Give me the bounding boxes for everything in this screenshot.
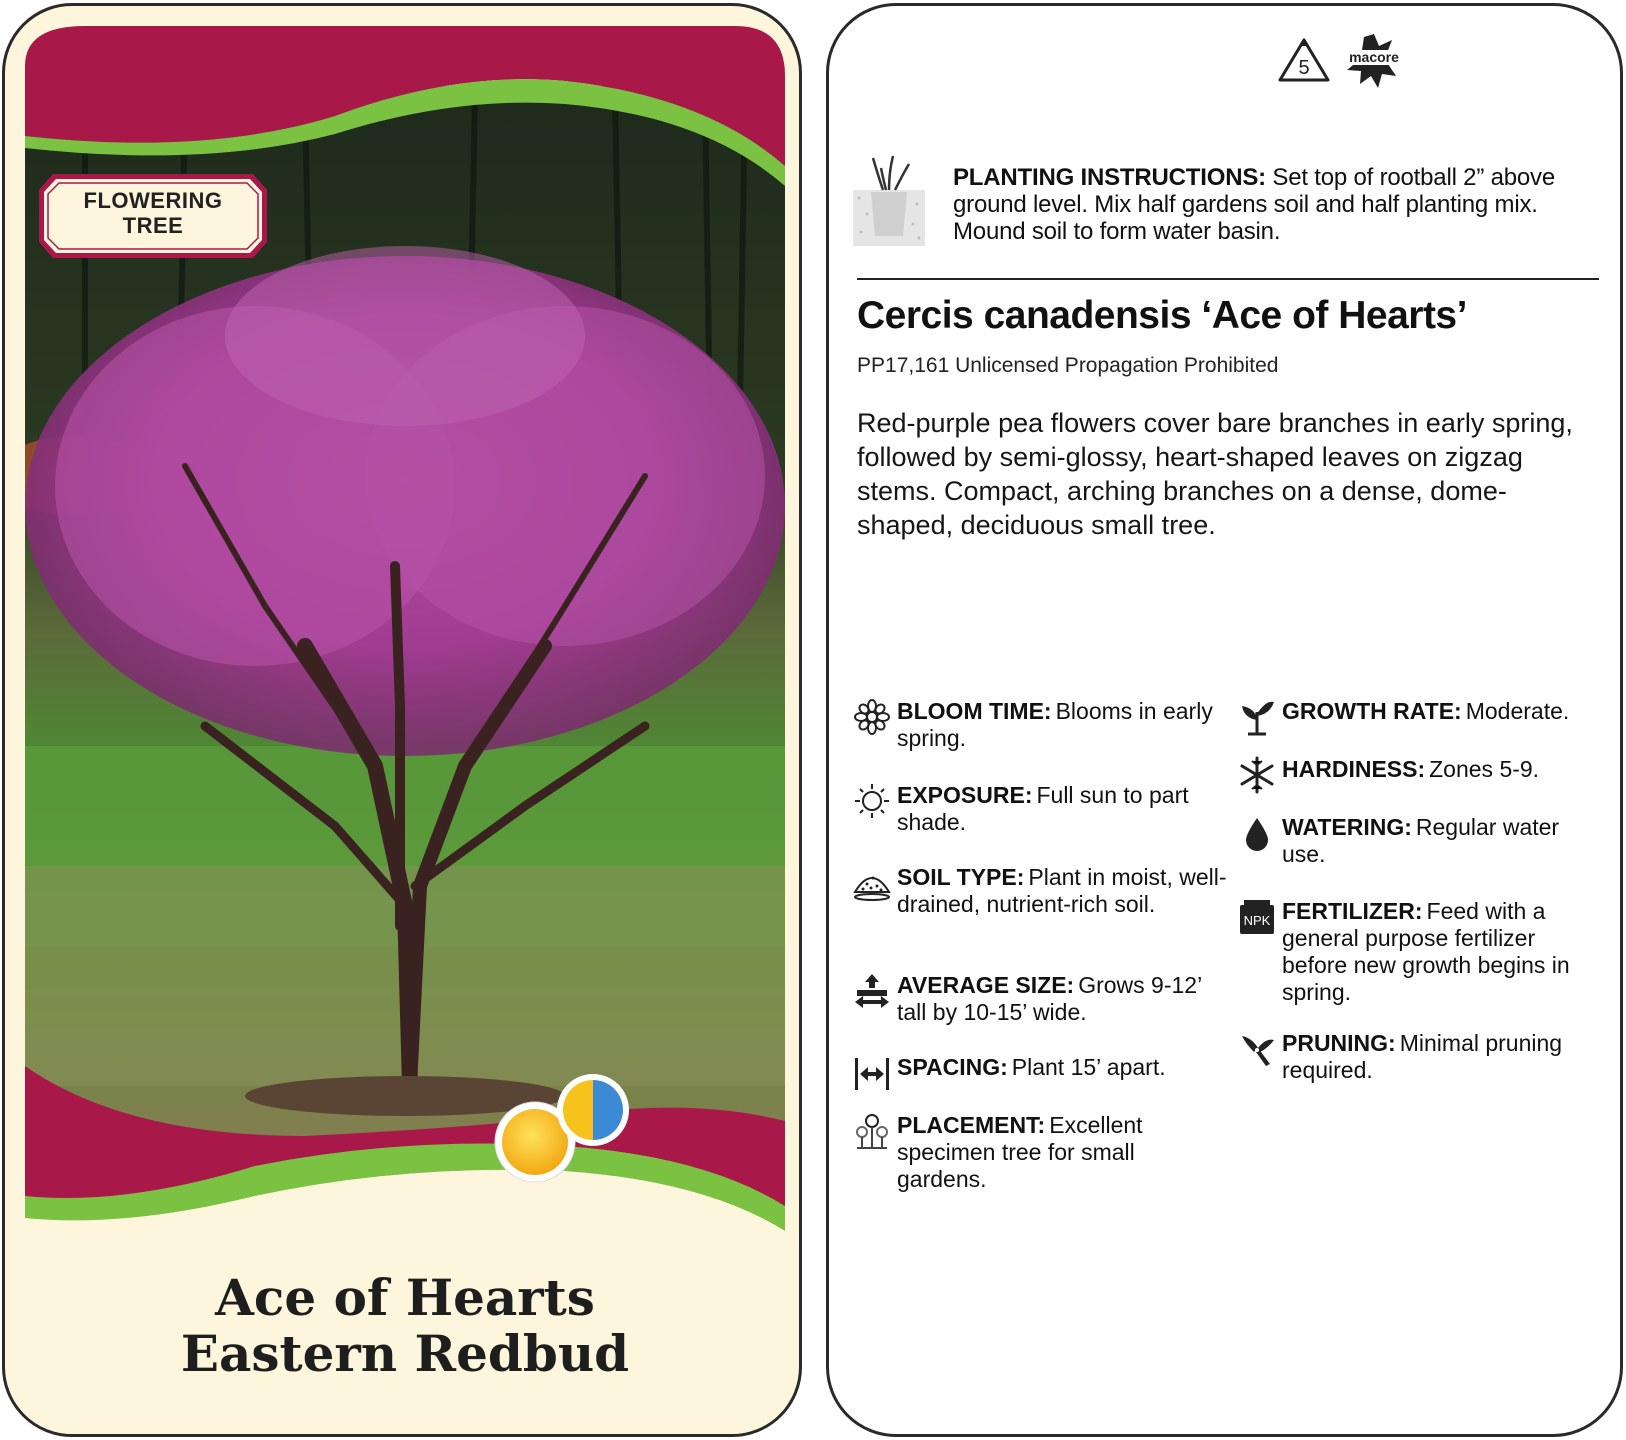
macore-logo bbox=[1338, 32, 1410, 90]
fertilizer-value: Feed with a general purpose fertilizer before new growth begins in spring. bbox=[1282, 898, 1570, 1005]
exposure-value: Full sun to part shade. bbox=[897, 782, 1189, 835]
spacing-value: Plant 15’ apart. bbox=[1011, 1054, 1166, 1080]
spacing-icon bbox=[853, 1054, 891, 1092]
attr-soil-type bbox=[897, 864, 1227, 918]
growth-rate-value: Moderate. bbox=[1465, 698, 1570, 724]
water-drop-icon bbox=[1238, 814, 1276, 852]
macore-text: macore bbox=[1349, 49, 1399, 65]
pruning-value: Minimal pruning required. bbox=[1282, 1030, 1563, 1083]
snowflake-icon bbox=[1238, 756, 1276, 794]
flower-icon bbox=[853, 698, 891, 736]
sprout-icon bbox=[1238, 698, 1276, 736]
pruning-label: PRUNING: bbox=[1282, 1030, 1396, 1056]
attr-bloom-time bbox=[897, 698, 1227, 752]
average-size-value: Grows 9-12’ tall by 10-15’ wide. bbox=[897, 972, 1202, 1025]
watering-value: Regular water use. bbox=[1282, 814, 1560, 867]
logo-group bbox=[1276, 32, 1416, 90]
pruners-icon bbox=[1238, 1030, 1276, 1068]
badge-line-2: TREE bbox=[122, 213, 184, 238]
placement-icon bbox=[853, 1112, 891, 1150]
planting-instructions bbox=[953, 164, 1593, 245]
instructions-text: Set top of rootball 2” above ground level. Mix half gardens soil and half planting mix. Mound soil to form water basin. bbox=[953, 164, 1555, 245]
npk-icon bbox=[1238, 898, 1276, 936]
placement-label: PLACEMENT: bbox=[897, 1112, 1046, 1138]
recycle-icon bbox=[1276, 36, 1332, 86]
planting-pot-icon bbox=[853, 154, 925, 248]
fertilizer-label: FERTILIZER: bbox=[1282, 898, 1423, 924]
part-shade-icon bbox=[557, 1074, 629, 1146]
soil-icon bbox=[853, 864, 891, 902]
spacing-label: SPACING: bbox=[897, 1054, 1008, 1080]
botanical-name: Cercis canadensis ‘Ace of Hearts’ bbox=[857, 294, 1467, 337]
divider bbox=[857, 278, 1599, 280]
exposure-label: EXPOSURE: bbox=[897, 782, 1033, 808]
attr-exposure bbox=[897, 782, 1227, 836]
attr-average-size bbox=[897, 972, 1227, 1026]
bloom-time-label: BLOOM TIME: bbox=[897, 698, 1052, 724]
front-label-card bbox=[2, 3, 802, 1437]
attr-growth-rate bbox=[1282, 698, 1602, 725]
plant-description: Red-purple pea flowers cover bare branches in early spring, followed by semi-glossy, heart-shaped leaves on zigzag stems. Compact, arching branches on a dense, dome-shaped, deciduous small tree. bbox=[857, 408, 1573, 540]
npk-text: NPK bbox=[1243, 913, 1271, 928]
attr-hardiness bbox=[1282, 756, 1602, 783]
attr-fertilizer bbox=[1243, 898, 1602, 1006]
common-name-line-2: Eastern Redbud bbox=[180, 1324, 630, 1383]
attr-pruning bbox=[1282, 1030, 1602, 1084]
attr-spacing bbox=[897, 1054, 1227, 1081]
soil-type-value: Plant in moist, well-drained, nutrient-rich soil. bbox=[897, 864, 1227, 917]
watering-label: WATERING: bbox=[1282, 814, 1412, 840]
instructions-label: PLANTING INSTRUCTIONS: bbox=[953, 164, 1266, 191]
growth-rate-label: GROWTH RATE: bbox=[1282, 698, 1462, 724]
flowering-tree-badge bbox=[39, 174, 267, 258]
patent-notice: PP17,161 Unlicensed Propagation Prohibited bbox=[857, 354, 1279, 377]
hardiness-value: Zones 5-9. bbox=[1429, 756, 1540, 782]
bloom-time-value: Blooms in early spring. bbox=[897, 698, 1213, 751]
soil-type-label: SOIL TYPE: bbox=[897, 864, 1025, 890]
placement-value: Excellent specimen tree for small gardens. bbox=[897, 1112, 1143, 1192]
badge-line-1: FLOWERING bbox=[83, 188, 223, 213]
sun-icon bbox=[853, 782, 891, 820]
common-name-line-1: Ace of Hearts bbox=[215, 1268, 595, 1327]
average-size-label: AVERAGE SIZE: bbox=[897, 972, 1075, 998]
recycle-number: 5 bbox=[1298, 57, 1310, 79]
hardiness-label: HARDINESS: bbox=[1282, 756, 1426, 782]
attr-placement bbox=[897, 1112, 1227, 1193]
back-label-card bbox=[826, 3, 1623, 1437]
size-icon bbox=[853, 972, 891, 1010]
attr-watering bbox=[1282, 814, 1602, 868]
